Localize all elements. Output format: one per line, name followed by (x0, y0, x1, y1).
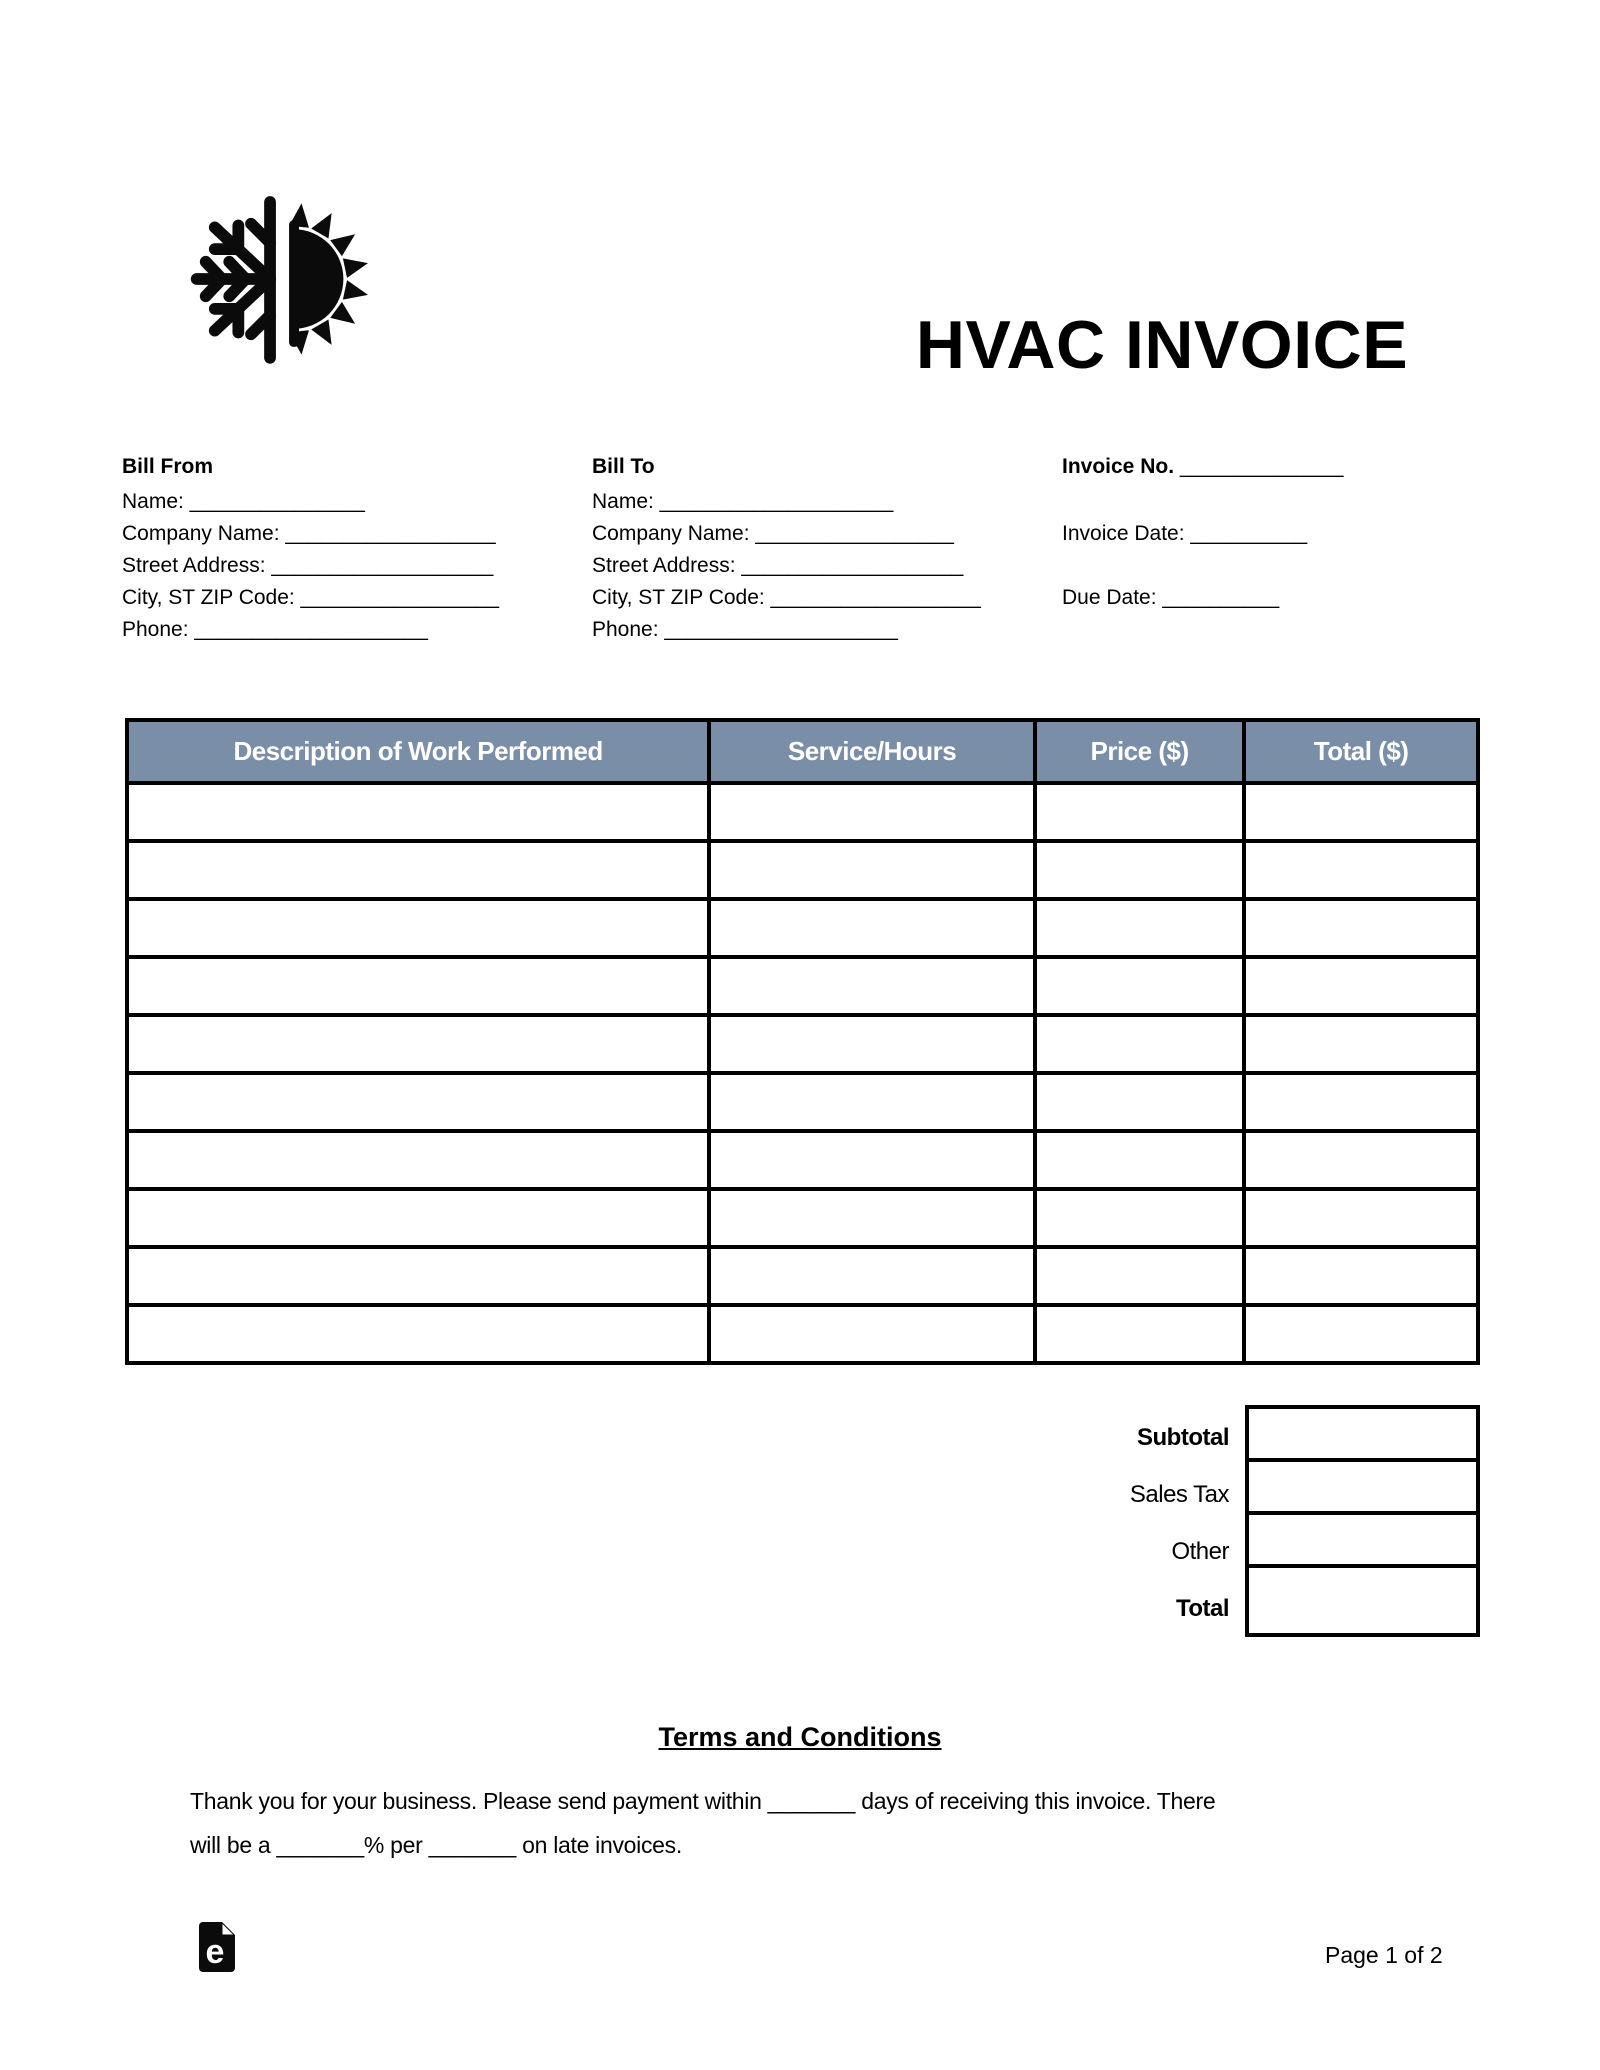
bill-to-city-line: City, ST ZIP Code: __________________ (592, 586, 981, 609)
invoice-number-line (1062, 452, 1492, 486)
sales-tax-amount-box (1249, 1462, 1476, 1515)
summary-amount-boxes (1245, 1405, 1480, 1637)
bill-from-name-line: Name: _______________ (122, 490, 365, 513)
invoice-summary (125, 1405, 1480, 1637)
invoice-number-blank: ______________ (1179, 455, 1344, 478)
total-amount-box (1249, 1568, 1476, 1621)
eforms-logo (198, 1921, 236, 1978)
table-row (127, 957, 1478, 1015)
bill-from-heading: Bill From (122, 455, 214, 478)
invoice-meta-section (1062, 452, 1492, 614)
table-row (127, 899, 1478, 957)
invoice-date-label: Invoice Date: (1062, 522, 1185, 545)
column-header-total: Total ($) (1244, 720, 1478, 783)
column-header-description: Description of Work Performed (127, 720, 709, 783)
spacer (1062, 486, 1492, 518)
snowflake-sun-logo (184, 188, 376, 375)
bill-from-company-line: Company Name: __________________ (122, 522, 496, 545)
bill-to-section (592, 452, 1042, 646)
table-row (127, 783, 1478, 841)
other-label: Other (1171, 1537, 1229, 1565)
invoice-date-line (1062, 518, 1492, 550)
table-row (127, 1015, 1478, 1073)
table-row (127, 1305, 1478, 1363)
terms-heading: Terms and Conditions (658, 1722, 942, 1752)
bill-to-company-line: Company Name: _________________ (592, 522, 954, 545)
eforms-document-icon (198, 1921, 236, 1973)
table-row (127, 1073, 1478, 1131)
terms-line-2: will be a _______% per _______ on late invoices. (190, 1832, 682, 1858)
page-indicator: Page 1 of 2 (1325, 1942, 1443, 1968)
bill-from-section (122, 452, 572, 646)
eforms-letter: e (205, 1933, 225, 1971)
table-row (127, 1131, 1478, 1189)
column-header-price: Price ($) (1035, 720, 1244, 783)
subtotal-label: Subtotal (1137, 1423, 1229, 1451)
bill-from-city-line: City, ST ZIP Code: _________________ (122, 586, 500, 609)
bill-to-heading: Bill To (592, 455, 655, 478)
bill-from-phone-line: Phone: ____________________ (122, 618, 428, 641)
spacer (1062, 550, 1492, 582)
bill-from-street-line: Street Address: ___________________ (122, 554, 494, 577)
snowflake-sun-icon (184, 188, 376, 370)
due-date-blank: __________ (1162, 586, 1280, 609)
sales-tax-label: Sales Tax (1129, 1480, 1229, 1508)
terms-line-1: Thank you for your business. Please send payment within _______ days of receiving this invoice. There (190, 1788, 1216, 1814)
subtotal-amount-box (1249, 1409, 1476, 1462)
table-row (127, 841, 1478, 899)
work-items-table (125, 718, 1480, 1365)
table-header-row (127, 720, 1478, 783)
total-label: Total (1175, 1594, 1229, 1622)
bill-to-name-line: Name: ____________________ (592, 490, 894, 513)
invoice-date-blank: __________ (1190, 522, 1308, 545)
bill-to-street-line: Street Address: ___________________ (592, 554, 964, 577)
page-title: HVAC INVOICE (915, 307, 1409, 383)
column-header-service-hours: Service/Hours (709, 720, 1035, 783)
terms-paragraph (190, 1779, 1215, 1867)
table-row (127, 1247, 1478, 1305)
summary-labels (125, 1405, 1245, 1637)
due-date-label: Due Date: (1062, 586, 1157, 609)
invoice-number-label: Invoice No. (1062, 455, 1175, 478)
table-row (127, 1189, 1478, 1247)
bill-to-phone-line: Phone: ____________________ (592, 618, 898, 641)
other-amount-box (1249, 1515, 1476, 1568)
due-date-line (1062, 582, 1492, 614)
